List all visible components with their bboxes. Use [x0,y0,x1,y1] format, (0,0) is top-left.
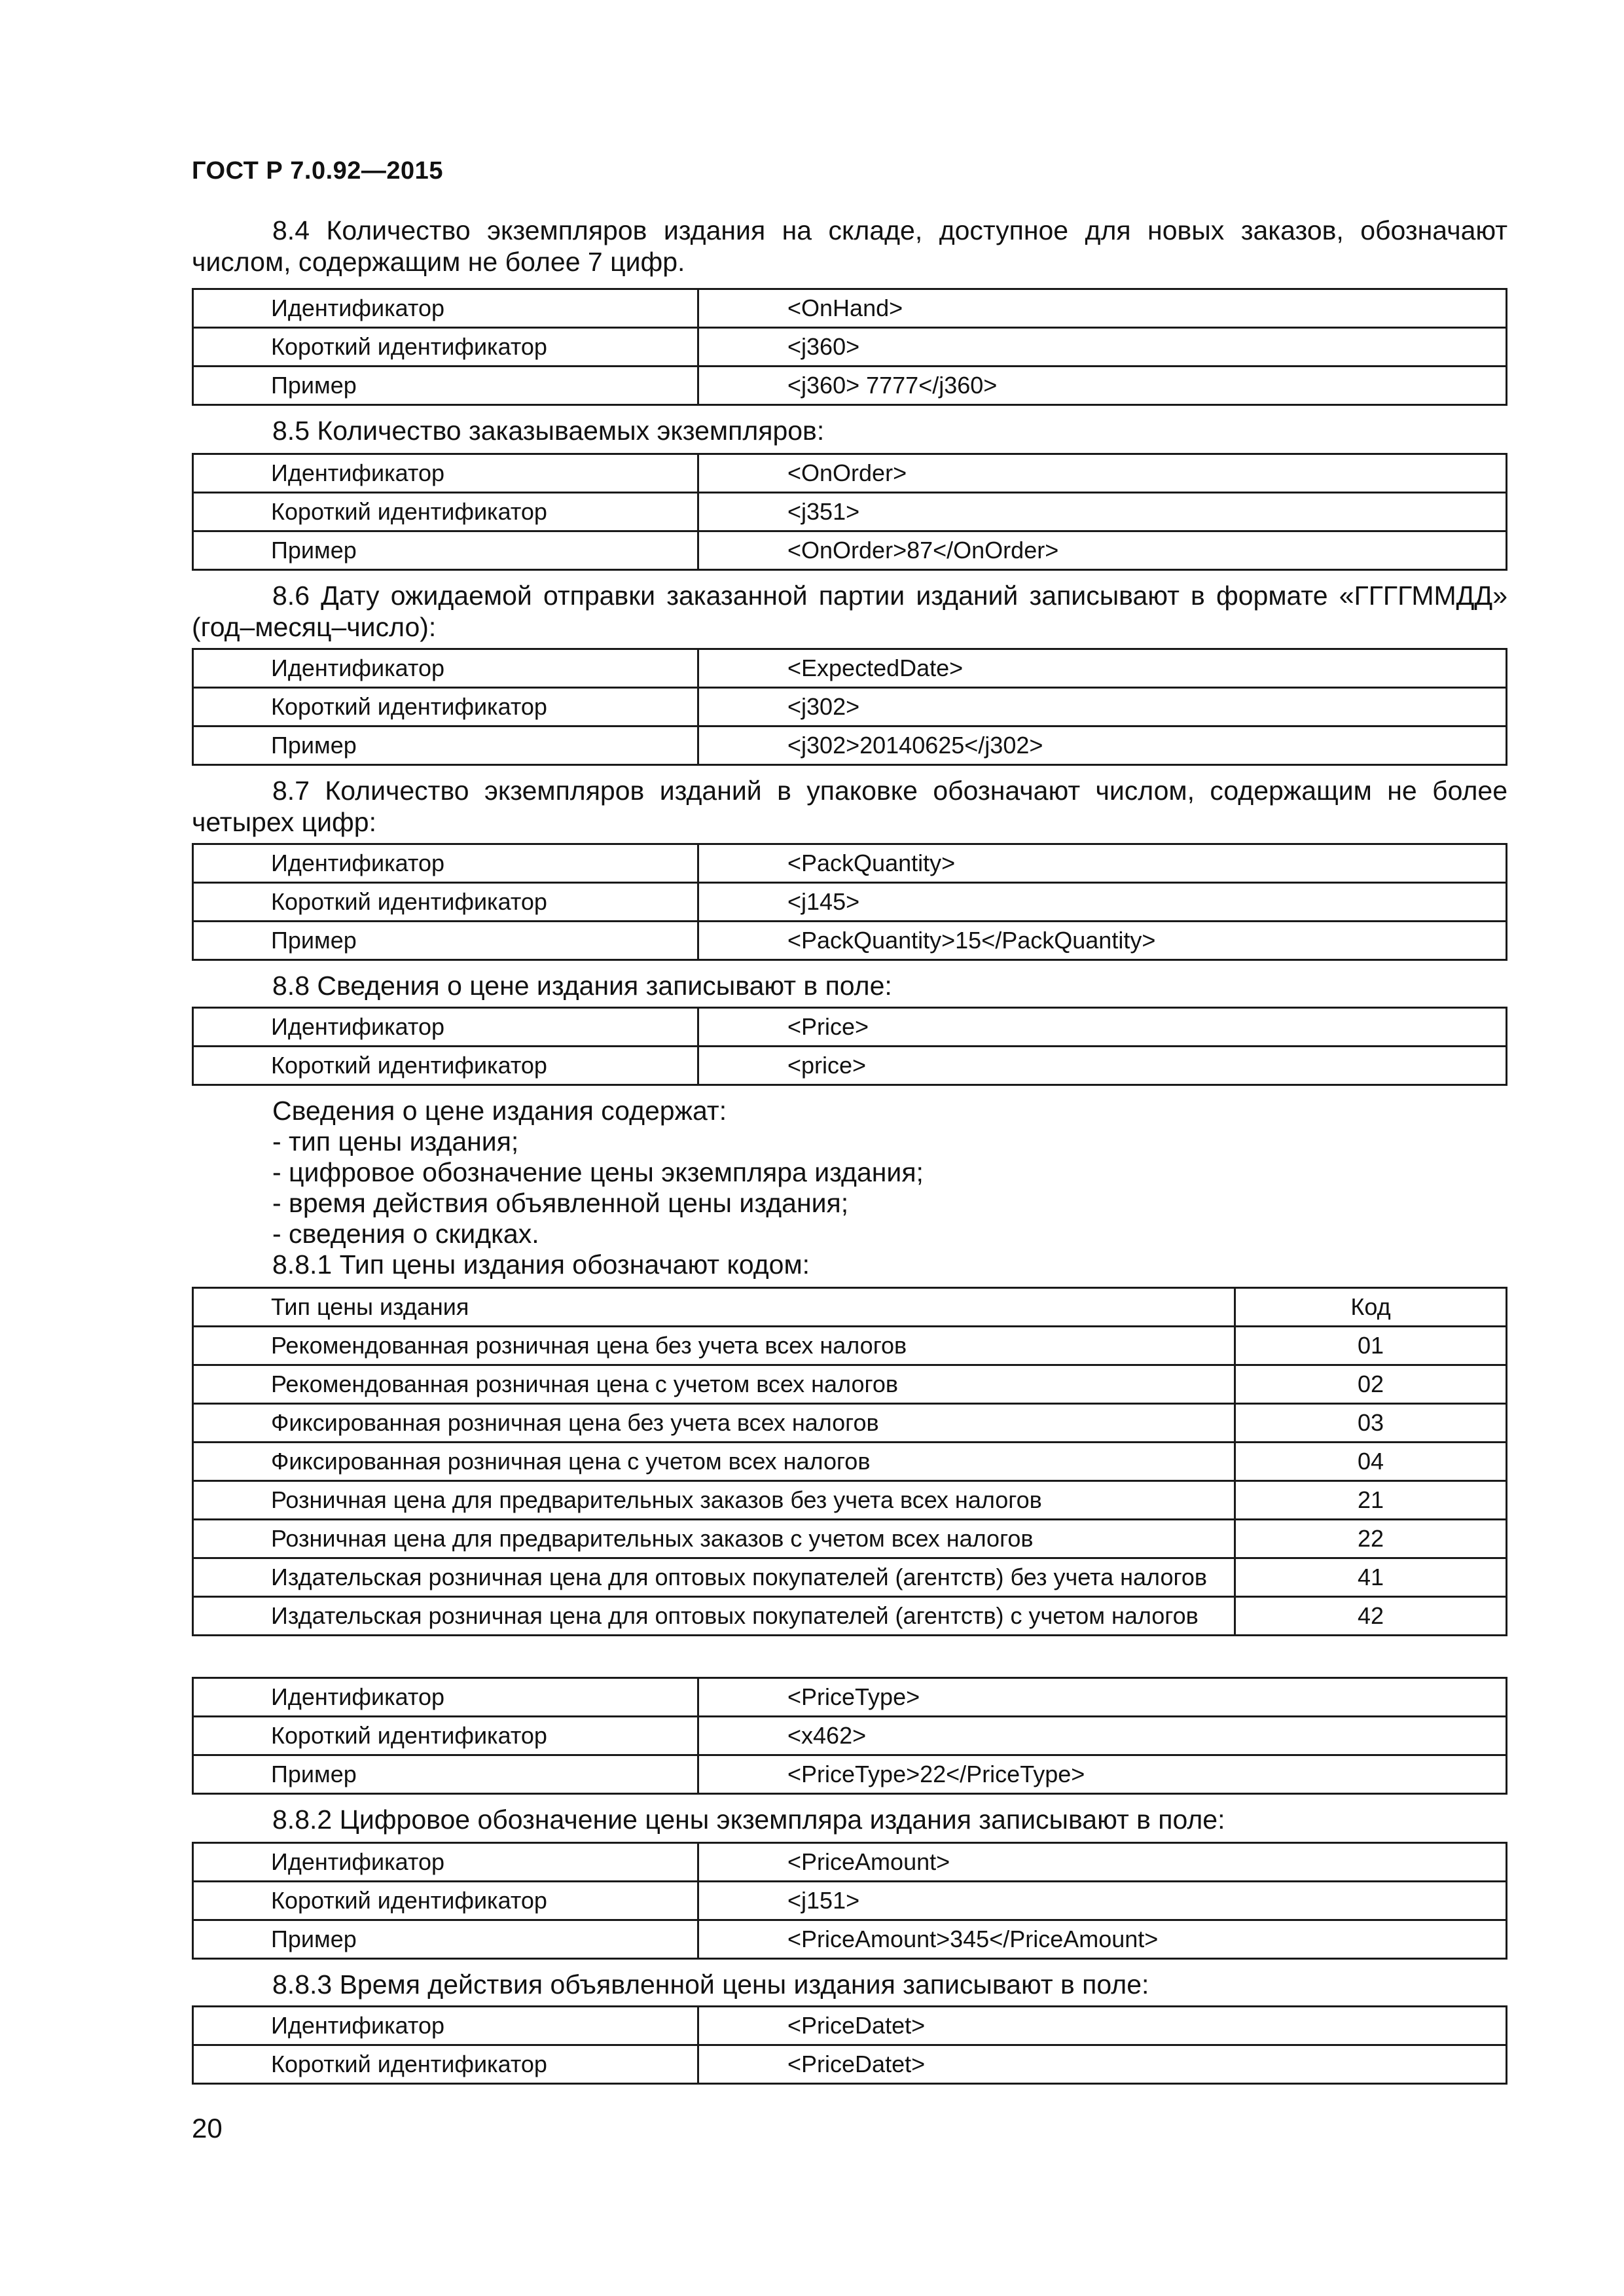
example-label: Пример [193,726,698,765]
table-row [193,844,1507,883]
table-row [193,1755,1507,1794]
short-identifier-label: Короткий идентификатор [193,883,698,922]
short-identifier-label: Короткий идентификатор [193,1047,698,1085]
list-item: - сведения о скидках. [272,1219,539,1249]
list-item: - тип цены издания; [272,1126,519,1157]
table-row [193,1882,1507,1920]
price-type-code: 01 [1235,1327,1507,1365]
short-identifier-value: <x462> [698,1717,1507,1755]
table-row [193,1717,1507,1755]
short-identifier-label: Короткий идентификатор [193,493,698,531]
table-row [193,2007,1507,2045]
standard-header: ГОСТ Р 7.0.92—2015 [192,157,443,185]
paragraph-8-7 [192,775,1507,838]
table-row [193,289,1507,328]
paragraph-8-7-line2: четырех цифр: [192,807,376,837]
table-row [193,649,1507,688]
table-8-6 [192,648,1507,766]
example-label: Пример [193,1755,698,1794]
table-row [193,1404,1507,1443]
page-number: 20 [192,2113,223,2144]
short-identifier-value: <j302> [698,688,1507,726]
paragraph-8-6-line1: 8.6 Дату ожидаемой отправки заказанной партии изданий записывают в формате «ГГГГММДД» [272,581,1507,611]
price-info-intro: Сведения о цене издания содержат: [272,1096,727,1126]
short-identifier-label: Короткий идентификатор [193,1882,698,1920]
paragraph-8-8-3: 8.8.3 Время действия объявленной цены издания записывают в поле: [272,1969,1149,2000]
table-row [193,1843,1507,1882]
price-type-name: Издательская розничная цена для оптовых покупателей (агентств) с учетом налогов [193,1597,1235,1636]
identifier-value: <Price> [698,1008,1507,1047]
paragraph-8-6 [192,580,1507,643]
short-identifier-value: <j145> [698,883,1507,922]
short-identifier-label: Короткий идентификатор [193,328,698,367]
price-type-code: 21 [1235,1481,1507,1520]
table-row [193,1443,1507,1481]
table-row [193,1558,1507,1597]
short-identifier-label: Короткий идентификатор [193,1717,698,1755]
table-row [193,2045,1507,2084]
table-8-7 [192,843,1507,961]
price-type-name: Рекомендованная розничная цена без учета всех налогов [193,1327,1235,1365]
example-label: Пример [193,367,698,405]
example-value: <j360> 7777</j360> [698,367,1507,405]
table-8-5 [192,453,1507,571]
paragraph-8-8: 8.8 Сведения о цене издания записывают в поле: [272,971,892,1001]
example-value: <OnOrder>87</OnOrder> [698,531,1507,570]
price-type-name: Издательская розничная цена для оптовых покупателей (агентств) без учета налогов [193,1558,1235,1597]
column-header-price-type: Тип цены издания [193,1288,1235,1327]
example-value: <j302>20140625</j302> [698,726,1507,765]
example-label: Пример [193,1920,698,1959]
table-8-4 [192,288,1507,406]
table-row [193,1520,1507,1558]
identifier-value: <OnHand> [698,289,1507,328]
price-type-name: Фиксированная розничная цена с учетом всех налогов [193,1443,1235,1481]
identifier-label: Идентификатор [193,289,698,328]
identifier-value: <ExpectedDate> [698,649,1507,688]
price-type-name: Розничная цена для предварительных заказов без учета всех налогов [193,1481,1235,1520]
identifier-label: Идентификатор [193,844,698,883]
table-row [193,367,1507,405]
table-row [193,1365,1507,1404]
price-type-name: Фиксированная розничная цена без учета всех налогов [193,1404,1235,1443]
short-identifier-value: <j151> [698,1882,1507,1920]
paragraph-8-4-line1: 8.4 Количество экземпляров издания на складе, доступное для новых заказов, обозначают [272,215,1507,245]
paragraph-8-7-line1: 8.7 Количество экземпляров изданий в упаковке обозначают числом, содержащим не более [272,776,1507,806]
table-row [193,454,1507,493]
list-item: - время действия объявленной цены издания; [272,1188,849,1218]
table-row [193,922,1507,960]
price-info-list [272,1096,924,1280]
table-row [193,493,1507,531]
table-row [193,1481,1507,1520]
price-type-code: 03 [1235,1404,1507,1443]
table-row [193,883,1507,922]
example-label: Пример [193,531,698,570]
price-type-codes-table [192,1287,1507,1636]
price-type-name: Рекомендованная розничная цена с учетом всех налогов [193,1365,1235,1404]
table-row [193,688,1507,726]
table-row [193,531,1507,570]
identifier-label: Идентификатор [193,454,698,493]
identifier-label: Идентификатор [193,1008,698,1047]
table-8-8-3 [192,2005,1507,2085]
table-header-row [193,1288,1507,1327]
identifier-value: <PriceDatet> [698,2007,1507,2045]
short-identifier-value: <j360> [698,328,1507,367]
table-row [193,1047,1507,1085]
identifier-value: <PriceType> [698,1678,1507,1717]
example-value: <PackQuantity>15</PackQuantity> [698,922,1507,960]
short-identifier-value: <price> [698,1047,1507,1085]
short-identifier-value: <PriceDatet> [698,2045,1507,2084]
table-8-8-1 [192,1677,1507,1795]
identifier-value: <PriceAmount> [698,1843,1507,1882]
column-header-code: Код [1235,1288,1507,1327]
table-8-8-2 [192,1842,1507,1960]
price-type-name: Розничная цена для предварительных заказов с учетом всех налогов [193,1520,1235,1558]
short-identifier-label: Короткий идентификатор [193,688,698,726]
example-value: <PriceAmount>345</PriceAmount> [698,1920,1507,1959]
paragraph-8-4 [192,215,1507,278]
table-row [193,1597,1507,1636]
price-type-code: 02 [1235,1365,1507,1404]
paragraph-8-4-line2: числом, содержащим не более 7 цифр. [192,247,685,277]
table-row [193,1678,1507,1717]
price-type-code: 41 [1235,1558,1507,1597]
paragraph-8-8-1: 8.8.1 Тип цены издания обозначают кодом: [272,1249,810,1280]
identifier-label: Идентификатор [193,1843,698,1882]
example-label: Пример [193,922,698,960]
identifier-label: Идентификатор [193,649,698,688]
identifier-label: Идентификатор [193,2007,698,2045]
table-row [193,1327,1507,1365]
price-type-code: 22 [1235,1520,1507,1558]
table-row [193,1008,1507,1047]
table-8-8 [192,1007,1507,1086]
paragraph-8-6-line2: (год–месяц–число): [192,612,437,642]
table-row [193,1920,1507,1959]
list-item: - цифровое обозначение цены экземпляра издания; [272,1157,924,1187]
paragraph-8-5: 8.5 Количество заказываемых экземпляров: [272,416,825,446]
table-row [193,328,1507,367]
identifier-label: Идентификатор [193,1678,698,1717]
identifier-value: <PackQuantity> [698,844,1507,883]
paragraph-8-8-2: 8.8.2 Цифровое обозначение цены экземпляра издания записывают в поле: [272,1804,1225,1835]
price-type-code: 42 [1235,1597,1507,1636]
identifier-value: <OnOrder> [698,454,1507,493]
example-value: <PriceType>22</PriceType> [698,1755,1507,1794]
short-identifier-label: Короткий идентификатор [193,2045,698,2084]
price-type-code: 04 [1235,1443,1507,1481]
table-row [193,726,1507,765]
short-identifier-value: <j351> [698,493,1507,531]
